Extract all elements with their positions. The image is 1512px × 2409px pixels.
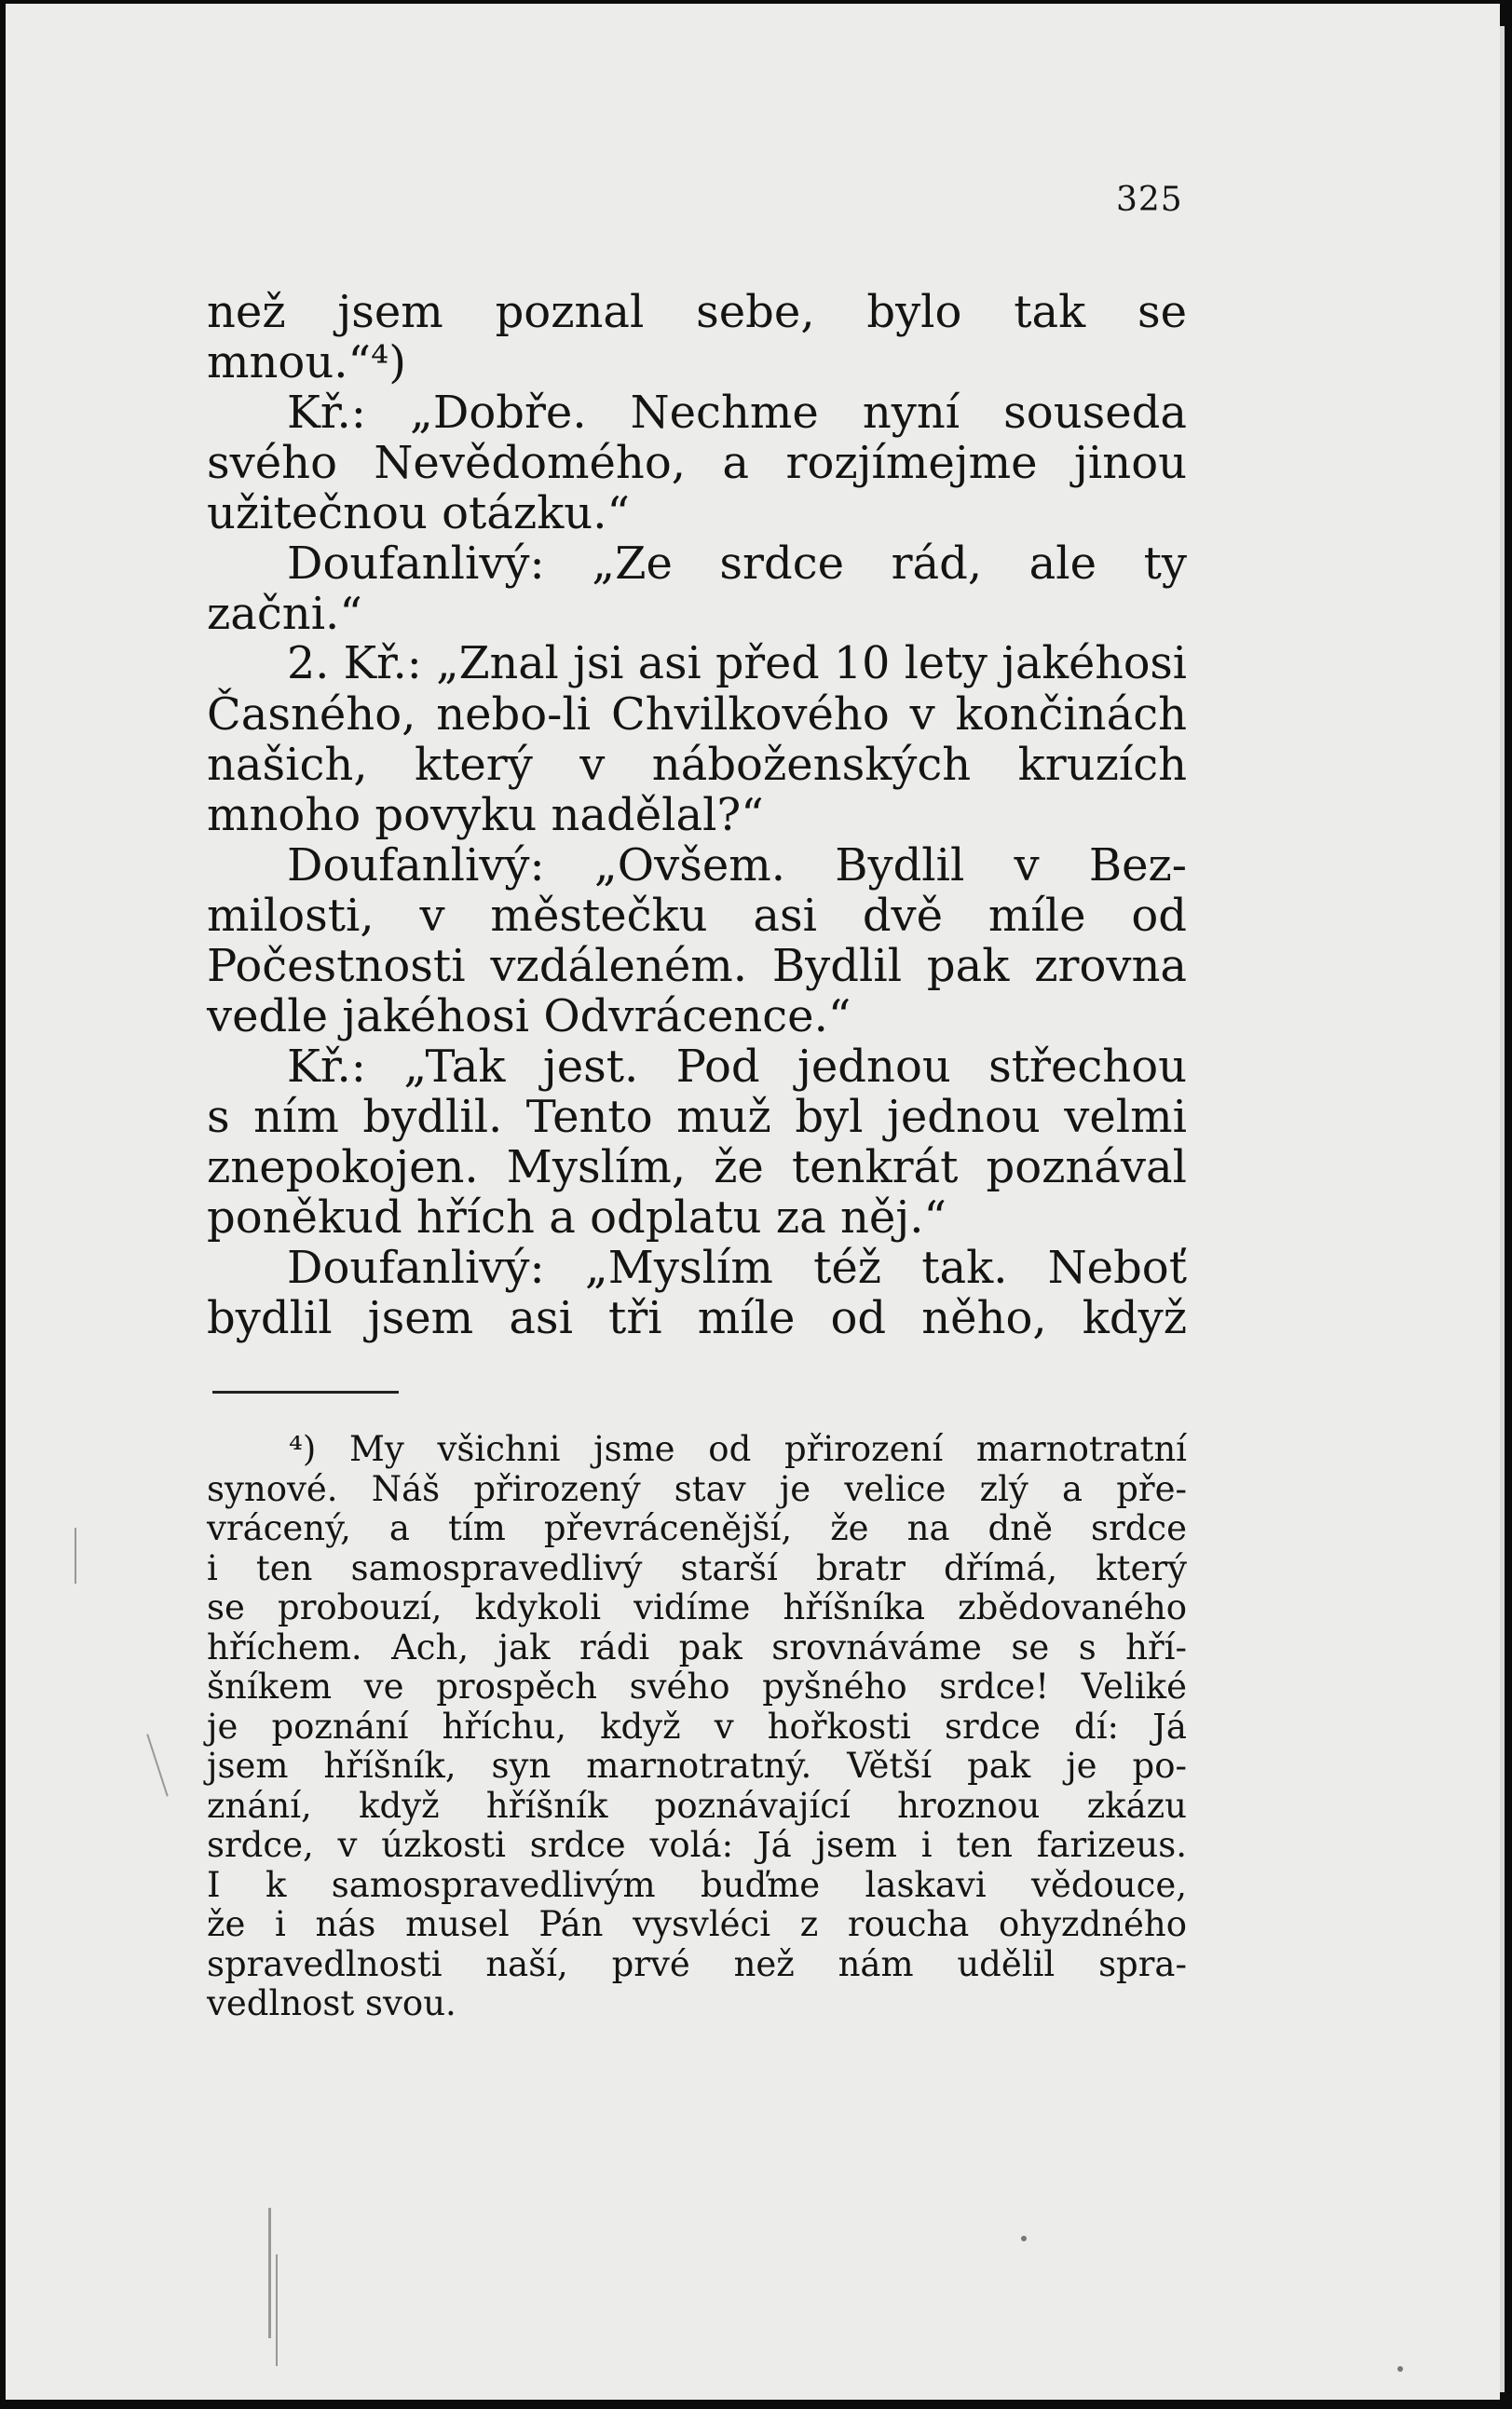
text-line: milosti, v městečku asi dvě míle od — [207, 890, 1187, 942]
footnote-line: je poznání hříchu, když v hořkosti srdce dí: Já — [207, 1706, 1187, 1747]
footnote-line: i ten samospravedlivý starší bratr dřímá, který — [207, 1547, 1187, 1588]
text-line: našich, který v náboženských kruzích — [207, 739, 1187, 791]
text-line: Doufanlivý: „Ovšem. Bydlil v Bez- — [287, 839, 1187, 891]
text-line: Počestnosti vzdáleném. Bydlil pak zrovna — [207, 940, 1187, 992]
footnote-line: se probouzí, kdykoli vidíme hříšníka zbědovaného — [207, 1587, 1187, 1627]
footnote-line: že i nás musel Pán vysvléci z roucha ohyzdného — [207, 1904, 1187, 1944]
scan-scratch — [75, 1528, 76, 1584]
footnote — [207, 1430, 1187, 2024]
text-line: Kř.: „Tak jest. Pod jednou střechou — [287, 1041, 1187, 1093]
footnote-line: hříchem. Ach, jak rádi pak srovnáváme se s hří- — [207, 1626, 1187, 1667]
page-edge — [1500, 26, 1505, 2392]
footnote-line: vrácený, a tím převrácenější, že na dně srdce — [207, 1508, 1187, 1548]
text-line: Kř.: „Dobře. Nechme nyní souseda — [287, 387, 1187, 439]
footnote-line: synové. Náš přirozený stav je velice zlý a pře- — [207, 1468, 1187, 1509]
text-line: než jsem poznal sebe, bylo tak se — [207, 286, 1187, 338]
main-text — [207, 287, 1187, 1343]
text-line: Časného, nebo-li Chvilkového v končinách — [207, 688, 1187, 741]
text-line: svého Nevědomého, a rozjímejme jinou — [207, 437, 1187, 489]
footnote-line: spravedlnosti naší, prvé než nám udělil spra- — [207, 1943, 1187, 1984]
text-line: s ním bydlil. Tento muž byl jednou velmi — [207, 1091, 1187, 1143]
footnote-line: srdce, v úzkosti srdce volá: Já jsem i ten farizeus. — [207, 1825, 1187, 1865]
footnote-line: vedlnost svou. — [207, 1983, 456, 2023]
text-line: Doufanlivý: „Ze srdce rád, ale ty — [287, 538, 1187, 590]
text-line: 2. Kř.: „Znal jsi asi před 10 lety jakéhosi — [287, 638, 1187, 689]
text-line: vedle jakéhosi Odvrácence.“ — [207, 990, 851, 1042]
page-number: 325 — [1116, 181, 1183, 219]
dust-speck — [1397, 2366, 1403, 2372]
text-line: znepokojen. Myslím, že tenkrát poznával — [207, 1141, 1187, 1193]
footnote-line: ⁴) My všichni jsme od přirození marnotratní — [289, 1429, 1187, 1469]
scan-scratch — [268, 2208, 271, 2338]
text-line: bydlil jsem asi tři míle od něho, když — [207, 1292, 1187, 1344]
text-line: mnoho povyku nadělal?“ — [207, 789, 764, 841]
text-line: začni.“ — [207, 588, 362, 640]
footnote-line: šníkem ve prospěch svého pyšného srdce! Veliké — [207, 1667, 1187, 1707]
footnote-line: jsem hříšník, syn marnotratný. Větší pak je po- — [207, 1746, 1187, 1786]
text-line: mnou.“⁴) — [207, 336, 407, 388]
text-line: Doufanlivý: „Myslím též tak. Neboť — [287, 1242, 1187, 1294]
text-line: poněkud hřích a odplatu za něj.“ — [207, 1191, 947, 1244]
text-line: užitečnou otázku.“ — [207, 487, 631, 539]
footnote-line: I k samospravedlivým buďme laskavi vědouce, — [207, 1864, 1187, 1905]
dust-speck — [1021, 2236, 1027, 2241]
footnote-divider — [212, 1391, 399, 1394]
footnote-line: znání, když hříšník poznávající hroznou zkázu — [207, 1785, 1187, 1826]
scan-scratch — [276, 2254, 278, 2366]
